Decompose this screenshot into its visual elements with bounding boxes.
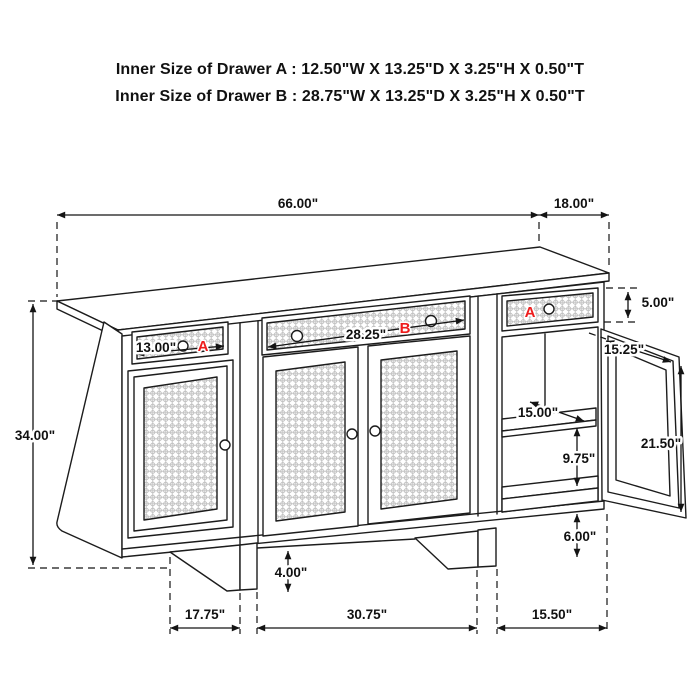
- dim-drawer-a-width-label: 13.00": [135, 340, 177, 355]
- dim-drawer-b-width-label: 28.25": [345, 327, 387, 342]
- dim-span-middle-label: 30.75": [346, 607, 388, 622]
- open-door: [589, 329, 686, 518]
- dim-bottom-clearance: [564, 514, 597, 557]
- dim-bottom-clearance-label: 6.00": [563, 529, 597, 544]
- middle-door-left-knob: [347, 429, 357, 439]
- left-side-panel: [57, 322, 122, 558]
- drawer-a-inner-size: Inner Size of Drawer A : 12.50"W X 13.25"D X 3.25"H X 0.50"T: [115, 61, 585, 78]
- left-foot: [170, 545, 240, 591]
- drawer-a-right-knob: [544, 304, 554, 314]
- dim-foot-height: [275, 551, 308, 592]
- middle-door-right: [368, 336, 470, 524]
- dim-foot-height-label: 4.00": [274, 565, 308, 580]
- dim-span-left-label: 17.75": [184, 607, 226, 622]
- dim-span-right-label: 15.50": [531, 607, 573, 622]
- dim-top-depth-label: 18.00": [553, 196, 595, 211]
- dim-open-door-height-label: 21.50": [640, 436, 682, 451]
- dim-drawer-height: [604, 288, 674, 322]
- middle-door-right-knob: [370, 426, 380, 436]
- drawer-b-knob-left: [292, 331, 303, 342]
- dim-shelf-to-bottom-label: 9.75": [562, 451, 596, 466]
- dim-overall-height-label: 34.00": [14, 428, 56, 443]
- middle-leg: [478, 528, 496, 567]
- dim-shelf-depth-label: 15.00": [517, 405, 559, 420]
- drawer-b-inner-size: Inner Size of Drawer B : 28.75"W X 13.25"D X 3.25"H X 0.50"T: [115, 88, 585, 105]
- left-door: [128, 360, 233, 538]
- left-door-knob: [220, 440, 230, 450]
- dim-drawer-height-label: 5.00": [641, 295, 675, 310]
- middle-foot: [415, 531, 478, 569]
- drawer-a-right-marker: A: [524, 304, 536, 321]
- drawer-a-left-marker: A: [197, 338, 209, 355]
- left-leg: [240, 543, 257, 590]
- dim-top-width-label: 66.00": [277, 196, 319, 211]
- drawer-b-marker: B: [399, 320, 411, 337]
- middle-door-left: [263, 347, 358, 536]
- dim-open-door-width-label: 15.25": [603, 342, 645, 357]
